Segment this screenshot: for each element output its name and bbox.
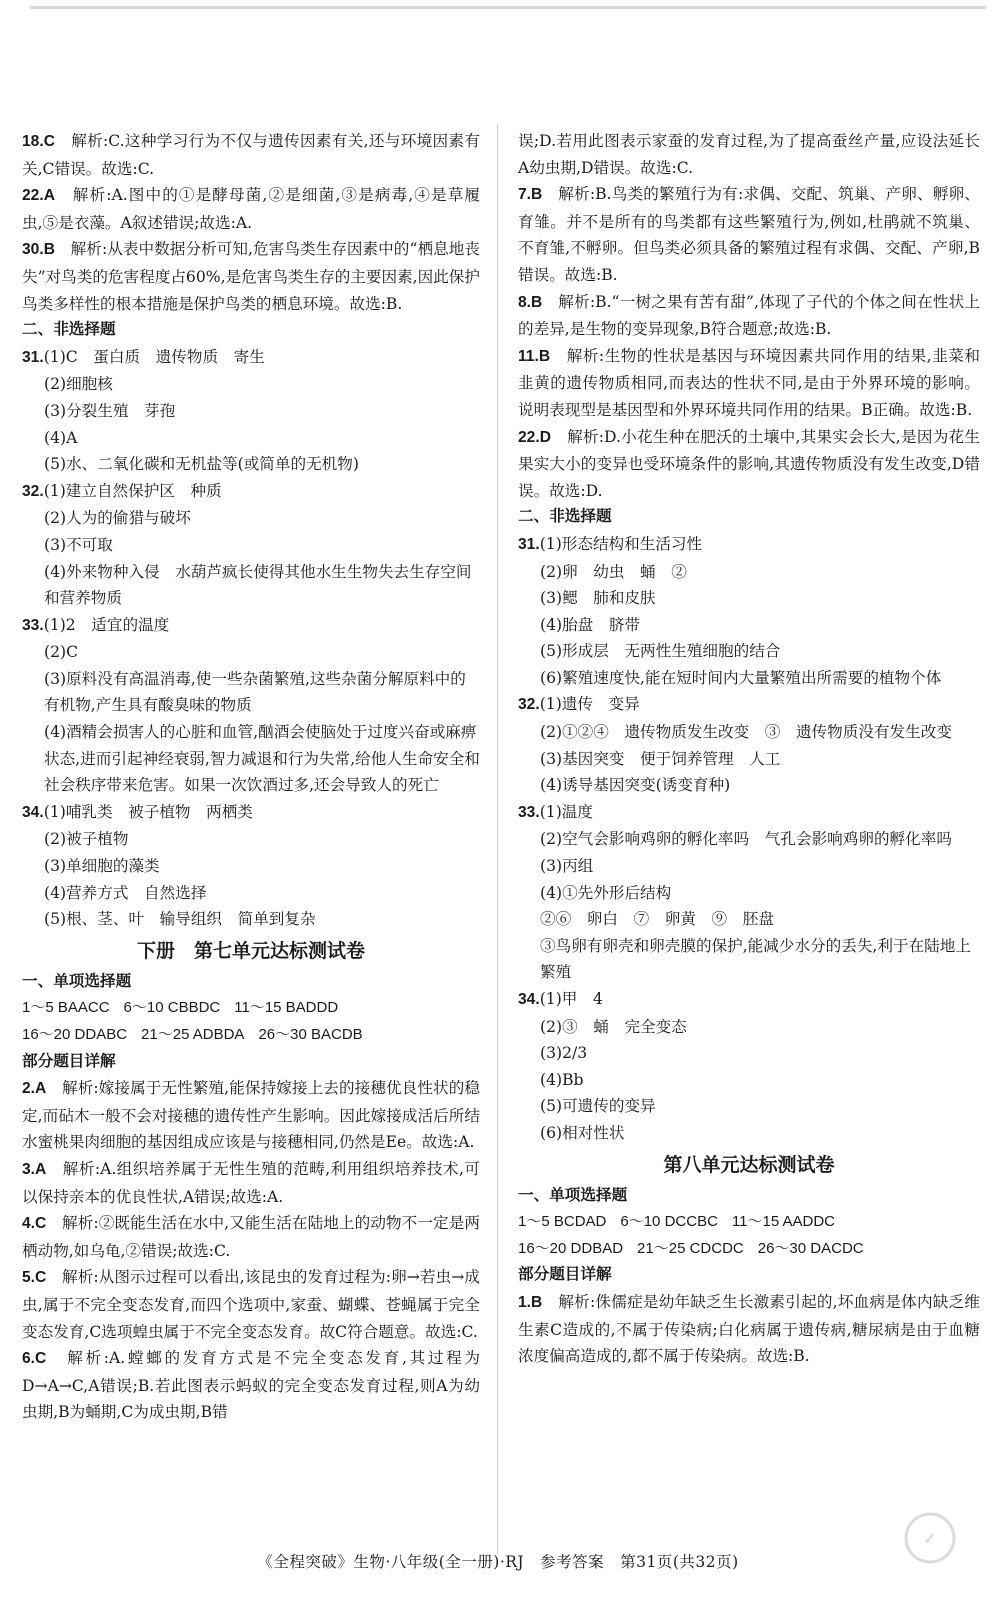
answer-5: 5.C 解析:从图示过程可以看出,该昆虫的发育过程为:卵→若虫→成虫,属于不完全变态发育,而四个选项中,家蚕、蝴蝶、苍蝇属于完全变态发育,C选项蝗虫属于不完全变态发育。故C符合题意。故选:C.: [22, 1268, 480, 1341]
answer-line: (6)相对性状: [540, 1123, 625, 1142]
answer-line: (2)细胞核: [44, 375, 113, 394]
answer-4: 4.C 解析:②既能生活在水中,又能生活在陆地上的动物不一定是两栖动物,如乌龟,②错误;故选:C.: [22, 1214, 480, 1260]
answer-8: 8.B 解析:B.“一树之果有苦有甜”,体现了子代的个体之间在性状上的差异,是生物的变异现象,B符合题意;故选:B.: [518, 292, 980, 339]
unit7-title: 下册 第七单元达标测试卷: [136, 940, 365, 962]
section-heading: 二、非选择题: [518, 508, 612, 526]
question-33: 33.(1)2 适宜的温度: [22, 615, 170, 634]
answer-line: (4)营养方式 自然选择: [44, 883, 207, 902]
answer-11: 11.B 解析:生物的性状是基因与环境因素共同作用的结果,韭菜和韭黄的遗传物质相同,而表达的性状不同,是由于外界环境的影响。说明表现型是基因型和外界环境共同作用的结果。B正确。故选:B.: [518, 346, 980, 419]
answer-30: 30.B 解析:从表中数据分析可知,危害鸟类生存因素中的“栖息地丧失”对鸟类的危害程度占60%,是危害鸟类生存的主要因素,因此保护鸟类多样性的根本措施是保护鸟类的栖息环境。故选:B.: [22, 240, 480, 313]
answer-line: (4)诱导基因突变(诱变育种): [540, 776, 731, 795]
answer-line: (3)基因突变 便于饲养管理 人工: [540, 749, 781, 768]
question-31: 31.(1)C 蛋白质 遗传物质 寄生: [22, 347, 265, 366]
answer-line: (2)人为的偷猎与破坏: [44, 509, 191, 528]
answer-line: (4)①先外形后结构: [540, 883, 672, 902]
answer-line: (2)卵 幼虫 蛹 ②: [540, 562, 687, 581]
answer-line: (4)外来物种入侵 水葫芦疯长使得其他水生生物失去生存空间和营养物质: [44, 562, 472, 608]
answer-line: (3)鳃 肺和皮肤: [540, 589, 656, 608]
unit8-title: 第八单元达标测试卷: [663, 1154, 835, 1176]
answer-6: 6.C 解析:A.螳螂的发育方式是不完全变态发育,其过程为D→A→C,A错误;B.若此图表示蚂蚁的完全变态发育过程,则A为幼虫期,B为蛹期,C为成虫期,B错: [22, 1349, 480, 1422]
answer-line: (2)①②④ 遗传物质发生改变 ③ 遗传物质没有发生改变: [540, 723, 952, 742]
answer-6-continued: 误;D.若用此图表示家蚕的发育过程,为了提高蚕丝产量,应设法延长A幼虫期,D错误。故选:C.: [518, 132, 980, 177]
answer-line: ②⑥ 卵白 ⑦ 卵黄 ⑨ 胚盘: [540, 910, 774, 929]
question-34: 34.(1)哺乳类 被子植物 两栖类: [22, 802, 253, 821]
svg-text:✓: ✓: [923, 1531, 937, 1548]
answer-line: (3)单细胞的藻类: [44, 857, 160, 876]
answer-18: 18.C 解析:C.这种学习行为不仅与遗传因素有关,还与环境因素有关,C错误。故选:C.: [22, 132, 480, 178]
answer-key-row: 16～20 DDABC 21～25 ADBDA 26～30 BACDB: [22, 1026, 363, 1043]
section-heading: 一、单项选择题: [22, 972, 132, 990]
answer-line: (3)原料没有高温消毒,使一些杂菌繁殖,这些杂菌分解原料中的有机物,产生具有酸臭味的物质: [44, 669, 466, 715]
answer-key-row: 1～5 BAACC 6～10 CBBDC 11～15 BADDD: [22, 999, 339, 1017]
answer-line: (2)③ 蛹 完全变态: [540, 1017, 687, 1036]
answer-line: (3)2/3: [540, 1044, 588, 1063]
section-heading: 一、单项选择题: [518, 1186, 628, 1204]
column-divider: [497, 124, 498, 1554]
answer-2: 2.A 解析:嫁接属于无性繁殖,能保持嫁接上去的接穗优良性状的稳定,而砧木一般不会对接穗的遗传性产生影响。因此嫁接成活后所结水蜜桃果肉细胞的基因组成应该是与接穗相同,仍然是Ee。故选:A.: [22, 1079, 480, 1152]
question-32b: 32.(1)遗传 变异: [518, 695, 640, 714]
answer-line: (4)胎盘 脐带: [540, 615, 641, 634]
section-heading: 二、非选择题: [22, 321, 116, 339]
answer-line: (3)丙组: [540, 857, 594, 876]
answer-line: (2)C: [44, 643, 79, 662]
detail-heading: 部分题目详解: [22, 1052, 116, 1070]
answer-line: (2)空气会影响鸡卵的孵化率吗 气孔会影响鸡卵的孵化率吗: [540, 830, 952, 849]
answer-key-row: 16～20 DDBAD 21～25 CDCDC 26～30 DACDC: [518, 1239, 864, 1257]
answer-line: (6)繁殖速度快,能在短时间内大量繁殖出所需要的植物个体: [540, 668, 942, 687]
question-34b: 34.(1)甲 4: [518, 990, 603, 1008]
answer-22b: 22.D 解析:D.小花生种在肥沃的土壤中,其果实会长大,是因为花生果实大小的变异也受环境条件的影响,其遗传物质没有发生改变,D错误。故选:D.: [518, 427, 980, 500]
detail-heading: 部分题目详解: [518, 1266, 612, 1284]
answer-line: ③鸟卵有卵壳和卵壳膜的保护,能减少水分的丢失,利于在陆地上繁殖: [540, 936, 971, 982]
answer-22: 22.A 解析:A.图中的①是酵母菌,②是细菌,③是病毒,④是草履虫,⑤是衣藻。A叙述错误;故选:A.: [22, 186, 480, 232]
right-column: [518, 128, 980, 1370]
answer-line: (4)Bb: [540, 1070, 584, 1089]
answer-1: 1.B 解析:侏儒症是幼年缺乏生长激素引起的,坏血病是体内缺乏维生素C造成的,不属于传染病;白化病属于遗传病,糖尿病是由于血糖浓度偏高造成的,都不属于传染病。故选:B.: [518, 1292, 980, 1366]
answer-3: 3.A 解析:A.组织培养属于无性生殖的范畴,利用组织培养技术,可以保持亲本的优良性状,A错误;故选:A.: [22, 1159, 480, 1206]
page-footer: 《全程突破》生物·八年级(全一册)·RJ 参考答案 第31页(共32页): [257, 1553, 739, 1571]
answer-line: (3)不可取: [44, 535, 113, 554]
question-31b: 31.(1)形态结构和生活习性: [518, 534, 703, 553]
answer-line: (2)被子植物: [44, 830, 129, 849]
answer-line: (4)A: [44, 428, 78, 447]
question-33b: 33.(1)温度: [518, 802, 593, 821]
answer-line: (3)分裂生殖 芽孢: [44, 401, 176, 420]
watermark-logo: [880, 1508, 980, 1588]
answer-line: (5)水、二氧化碳和无机盐等(或简单的无机物): [44, 455, 359, 474]
answer-line: (5)可遗传的变异: [540, 1097, 656, 1116]
answer-line: (5)根、茎、叶 输导组织 简单到复杂: [44, 910, 316, 929]
left-column: [22, 128, 480, 1426]
answer-7: 7.B 解析:B.鸟类的繁殖行为有:求偶、交配、筑巢、产卵、孵卵、育雏。并不是所有的鸟类都有这些繁殖行为,例如,杜鹃就不筑巢、不育雏,不孵卵。但鸟类必须具备的繁殖过程有求偶、交配、产卵,B错误。故选:B.: [518, 185, 980, 284]
top-rule: [30, 6, 986, 9]
answer-key-row: 1～5 BCDAD 6～10 DCCBC 11～15 AADDC: [518, 1213, 836, 1231]
answer-line: (5)形成层 无两性生殖细胞的结合: [540, 642, 781, 661]
question-32: 32.(1)建立自然保护区 种质: [22, 481, 222, 500]
answer-line: (4)酒精会损害人的心脏和血管,酗酒会使脑处于过度兴奋或麻痹状态,进而引起神经衰弱,智力减退和行为失常,给他人生命安全和社会秩序带来危害。如果一次饮酒过多,还会导致人的死亡: [44, 723, 480, 795]
